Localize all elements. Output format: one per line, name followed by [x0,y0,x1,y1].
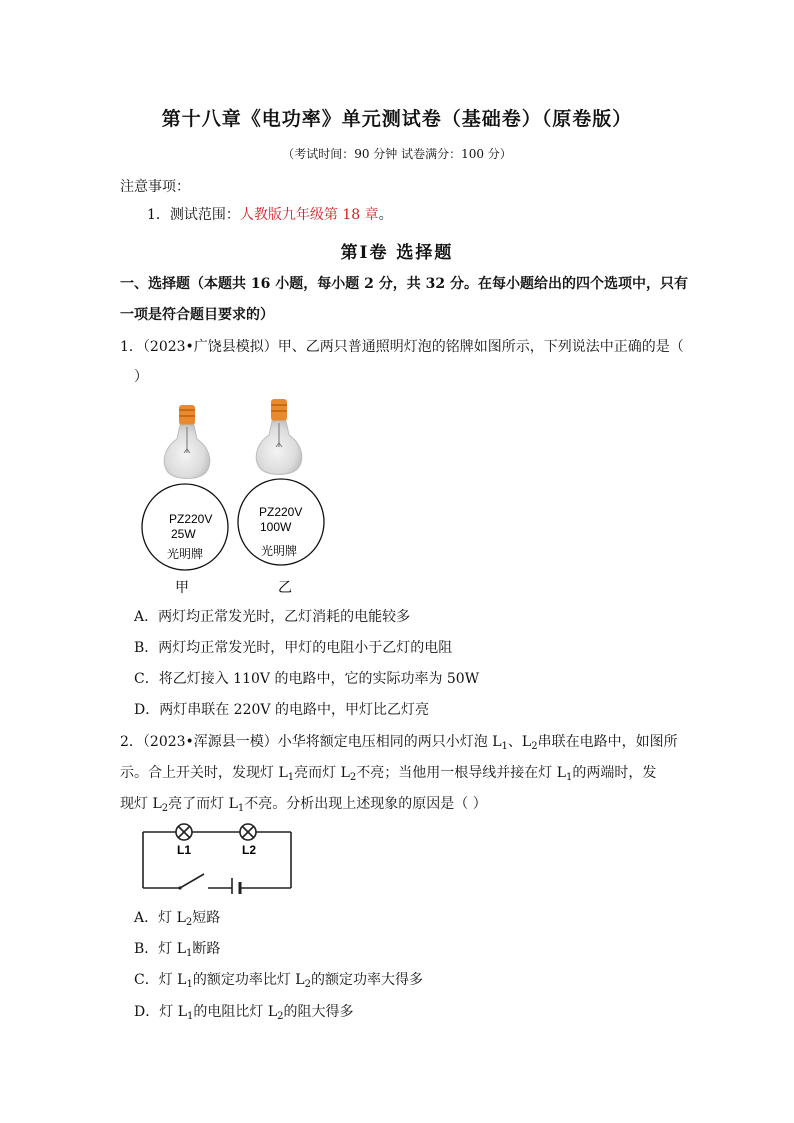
q2-lamp-sub: 2 [349,772,357,783]
page-title: 第十八章《电功率》单元测试卷（基础卷）（原卷版） [161,108,633,130]
bulb-a-brand: 光明牌 [167,547,204,561]
q2-option-c [134,971,423,989]
q2-line3-text-3: 不亮。分析出现上述现象的原因是（ ） [244,796,487,812]
q2-lamp-symbol: L [278,765,288,781]
lamp-l2-label: L2 [242,843,257,857]
q2-lamp-symbol: L [295,972,305,988]
bulb-b-model: PZ220V [259,505,303,519]
q2-option-d-text-1: D．灯 [134,1004,178,1020]
q2-lamp-sub: 2 [531,741,538,752]
q2-option-b-text-1: B．灯 [134,941,177,957]
bulb-b-power: 100W [260,520,292,534]
bulb-a-power: 25W [171,527,196,541]
q2-lamp-symbol: L [176,941,187,957]
q1-stem-line-2: ） [134,369,148,385]
q1-option-d: D．两灯串联在 220V 的电路中，甲灯比乙灯亮 [134,702,429,718]
q1-option-c: C．将乙灯接入 110V 的电路中，它的实际功率为 50W [134,671,480,687]
q2-lamp-sub: 2 [277,1011,284,1022]
q2-option-c-text-3: 的额定功率大得多 [310,972,423,988]
q2-stem-line-2 [120,764,656,782]
q2-option-d [134,1003,353,1021]
bulb-a-model: PZ220V [169,512,213,526]
notes-item-1-suffix: 。 [378,207,393,223]
switch-icon [178,886,181,889]
section-intro-line-1: 一、选择题（本题共 16 小题，每小题 2 分，共 32 分。在每小题给出的四个选项中，只有 [120,276,688,292]
section-title: 第Ⅰ卷 选择题 [340,243,454,263]
q2-lamp-symbol: L [492,734,502,750]
q2-stem-line-1 [120,733,678,751]
q2-option-a-text-2: 短路 [192,910,221,926]
notes-heading: 注意事项： [120,179,190,195]
q2-lamp-symbol: L [177,972,187,988]
q2-option-a [134,909,220,927]
q2-option-d-text-2: 的电阻比灯 [193,1004,268,1020]
q2-option-c-text-2: 的额定功率比灯 [192,972,296,988]
test-scope: 人教版九年级第 18 章 [239,207,379,223]
bulb-a-label: 甲 [175,579,189,595]
q2-lamp-sub: 1 [186,948,193,959]
q2-lamp-sub: 2 [161,803,169,814]
lamp-l1-label: L1 [177,843,192,857]
q1-option-a: A．两灯均正常发光时，乙灯消耗的电能较多 [134,609,411,625]
q1-stem-line-1: 1．（2023•广饶县模拟）甲、乙两只普通照明灯泡的铭牌如图所示，下列说法中正确的是（ [120,339,684,355]
lamp-l1-icon [176,824,192,840]
q2-line2-text-4: 的两端时，发 [572,765,657,781]
q2-line2-text-1: 示。合上开关时，发现灯 [120,765,279,781]
q2-lamp-symbol: L [228,796,238,812]
q2-line3-text-2: 亮了而灯 [168,796,229,812]
q2-lamp-symbol: L [177,1004,187,1020]
q2-option-a-text-1: A．灯 [134,910,177,926]
q2-line2-text-2: 亮而灯 [294,765,341,781]
q2-lamp-symbol: L [176,910,186,926]
q2-line1-text-2: 、 [507,734,522,750]
q2-lamp-sub: 1 [287,772,295,783]
q1-option-b: B．两灯均正常发光时，甲灯的电阻小于乙灯的电阻 [134,640,453,656]
q2-circuit-diagram [136,822,296,894]
lamp-l2-icon [240,824,256,840]
q2-lamp-symbol: L [556,765,566,781]
q2-lamp-symbol: L [521,734,532,750]
q2-option-b [134,940,220,958]
q2-line1-text-1: 2．（2023•浑源县一模）小华将额定电压相同的两只小灯泡 [120,734,493,750]
q2-lamp-sub: 1 [566,772,573,783]
q2-lamp-sub: 1 [186,979,193,990]
section-intro-line-2: 一项是符合题目要求的） [120,307,274,323]
q2-lamp-sub: 1 [237,803,245,814]
notes-item-1-prefix: 1．测试范围： [147,207,240,223]
bulb-b-label: 乙 [278,579,292,595]
q2-option-c-text-1: C．灯 [134,972,178,988]
q2-line3-text-1: 现灯 [120,796,153,812]
q2-lamp-sub: 2 [304,979,311,990]
q2-lamp-sub: 1 [501,741,508,752]
bulb-b-brand: 光明牌 [261,544,298,558]
q2-lamp-sub: 1 [186,1011,194,1022]
bulb-a-icon [164,405,210,479]
q1-bulb-figure [135,395,345,605]
notes-item-1 [147,206,393,224]
q2-lamp-sub: 2 [185,917,193,928]
q2-option-b-text-2: 断路 [192,941,221,957]
q2-lamp-symbol: L [152,796,162,812]
bulb-b-icon [256,399,302,475]
exam-info: （考试时间：90 分钟 试卷满分：100 分） [282,147,512,161]
q2-line2-text-3: 不亮；当他用一根导线并接在灯 [356,765,557,781]
q2-stem-line-3 [120,795,487,813]
q2-lamp-symbol: L [267,1004,278,1020]
q2-line1-text-3: 串联在电路中，如图所 [537,734,678,750]
q2-lamp-symbol: L [340,765,350,781]
q2-option-d-text-3: 的阻大得多 [283,1004,354,1020]
